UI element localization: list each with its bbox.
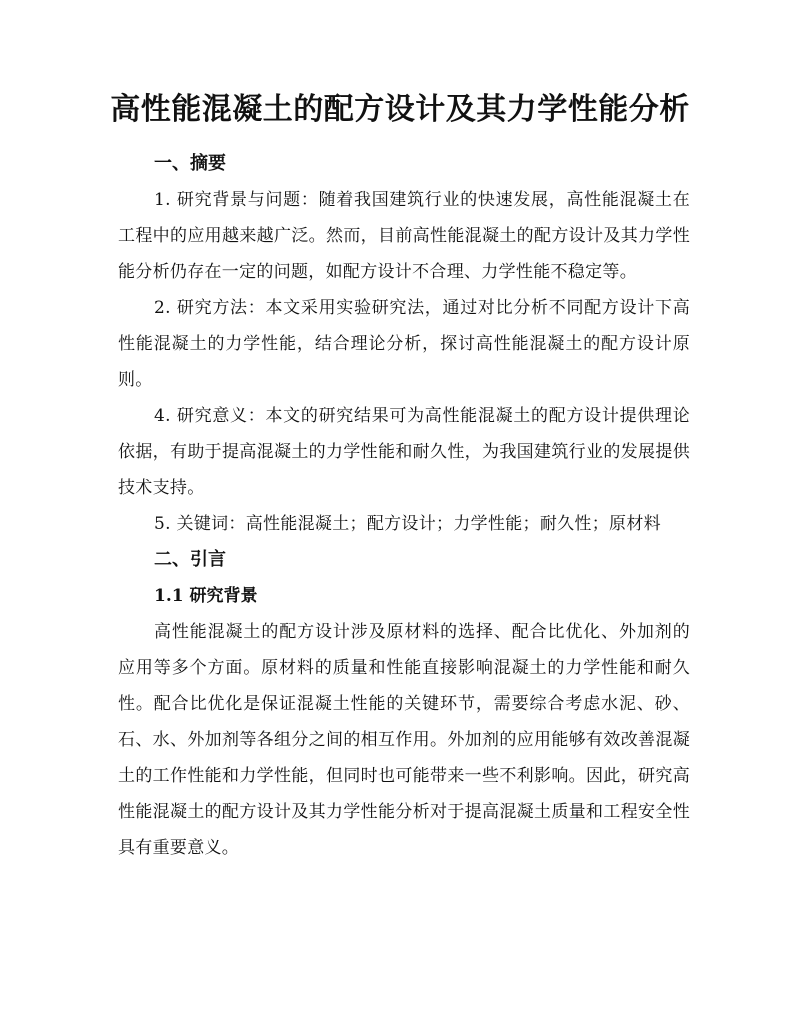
research-background-heading: 1.1 研究背景 xyxy=(154,586,258,606)
abstract-item-keywords: 5. 关键词：高性能混凝土；配方设计；力学性能；耐久性；原材料 xyxy=(154,514,661,534)
abstract-item-significance: 4. 研究意义：本文的研究结果可为高性能混凝土的配方设计提供理论依据，有助于提高混凝土的力学性能和耐久性，为我国建筑行业的发展提供技术支持。 xyxy=(118,406,690,498)
document-title: 高性能混凝土的配方设计及其力学性能分析 xyxy=(110,92,690,127)
introduction-heading: 二、引言 xyxy=(154,549,226,570)
abstract-heading: 一、摘要 xyxy=(154,153,226,174)
abstract-item-method: 2. 研究方法：本文采用实验研究法，通过对比分析不同配方设计下高性能混凝土的力学性能，结合理论分析，探讨高性能混凝土的配方设计原则。 xyxy=(118,298,690,390)
research-background-paragraph: 高性能混凝土的配方设计涉及原材料的选择、配合比优化、外加剂的应用等多个方面。原材料的质量和性能直接影响混凝土的力学性能和耐久性。配合比优化是保证混凝土性能的关键环节，需要综合考虑水泥、砂、石、水、外加剂等各组分之间的相互作用。外加剂的应用能够有效改善混凝土的工作性能和力学性能，但同时也可能带来一些不利影响。因此，研究高性能混凝土的配方设计及其力学性能分析对于提高混凝土质量和工程安全性具有重要意义。 xyxy=(118,622,690,858)
abstract-item-background: 1. 研究背景与问题：随着我国建筑行业的快速发展，高性能混凝土在工程中的应用越来越广泛。然而，目前高性能混凝土的配方设计及其力学性能分析仍存在一定的问题，如配方设计不合理、力学性能不稳定等。 xyxy=(118,190,690,282)
document-body xyxy=(118,146,690,866)
